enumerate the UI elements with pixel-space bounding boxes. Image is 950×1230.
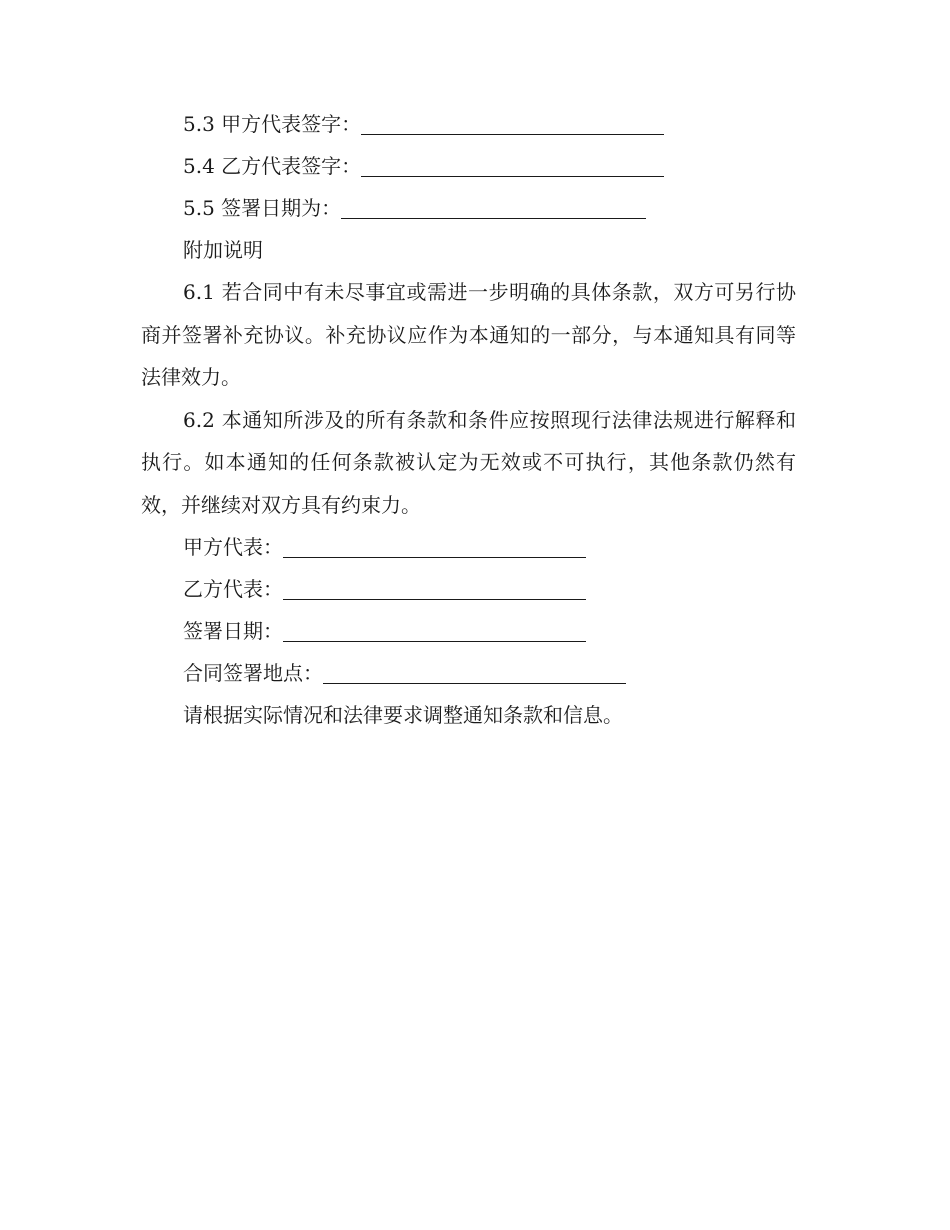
party-b-signature-blank[interactable] — [361, 154, 664, 177]
signing-date-label-5-5: 5.5 签署日期为： — [183, 196, 342, 220]
signing-place-blank[interactable] — [323, 661, 626, 684]
party-a-representative-line — [141, 526, 796, 568]
signature-label-5-4: 5.4 乙方代表签字： — [183, 154, 362, 178]
additional-notes-heading: 附加说明 — [183, 238, 263, 262]
party-b-representative-line — [141, 568, 796, 610]
party-a-representative-label: 甲方代表： — [183, 535, 283, 559]
clause-6-2: 6.2 本通知所涉及的所有条款和条件应按照现行法律法规进行解释和执行。如本通知的任何条款被认定为无效或不可执行，其他条款仍然有效，并继续对双方具有约束力。 — [141, 407, 796, 517]
signing-date-blank-5-5[interactable] — [341, 196, 646, 219]
signature-label-5-3: 5.3 甲方代表签字： — [183, 112, 362, 136]
signing-date-blank[interactable] — [283, 619, 586, 642]
signature-line-5-3 — [141, 103, 796, 145]
party-a-signature-blank[interactable] — [361, 112, 664, 135]
signature-line-5-5 — [141, 187, 796, 229]
signing-place-label: 合同签署地点： — [183, 661, 323, 685]
party-b-representative-blank[interactable] — [283, 577, 586, 600]
signing-date-label: 签署日期： — [183, 619, 283, 643]
signing-date-line — [141, 610, 796, 652]
signature-line-5-4 — [141, 145, 796, 187]
signing-place-line — [141, 652, 796, 694]
party-a-representative-blank[interactable] — [283, 535, 586, 558]
clause-6-1: 6.1 若合同中有未尽事宜或需进一步明确的具体条款，双方可另行协商并签署补充协议。补充协议应作为本通知的一部分，与本通知具有同等法律效力。 — [141, 280, 796, 389]
document-page — [141, 103, 796, 736]
closing-note: 请根据实际情况和法律要求调整通知条款和信息。 — [183, 703, 623, 727]
party-b-representative-label: 乙方代表： — [183, 577, 283, 601]
